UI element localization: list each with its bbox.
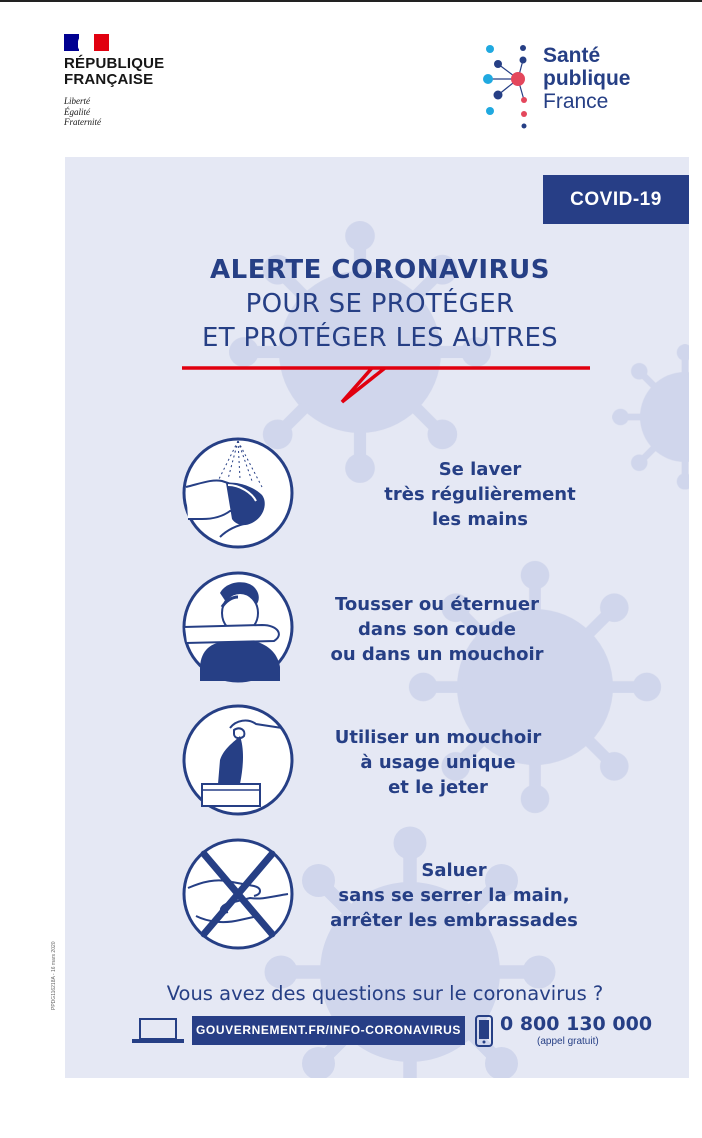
laptop-icon <box>130 1017 186 1045</box>
republic-name-line2: FRANÇAISE <box>64 71 154 88</box>
step2-line2: dans son coude <box>358 619 516 640</box>
step4-line2: sans se serrer la main, <box>338 885 570 906</box>
hand-washing-icon <box>182 437 294 549</box>
cough-into-elbow-icon <box>182 571 294 683</box>
step3-line1: Utiliser un mouchoir <box>334 727 542 748</box>
phone-icon <box>474 1015 494 1047</box>
questions-heading: Vous avez des questions sur le coronavirus ? <box>166 982 604 1005</box>
hotline-number[interactable]: 0 800 130 000 <box>500 1013 653 1035</box>
step-tissue-text <box>288 725 588 800</box>
agency-line1: Santé <box>543 44 601 67</box>
sante-publique-france-wordmark <box>543 44 631 113</box>
tissue-box-icon <box>182 704 294 816</box>
hotline-free-note: (appel gratuit) <box>537 1036 599 1047</box>
step-wash-hands-text <box>330 457 630 532</box>
sante-publique-france-molecule-icon <box>478 42 538 132</box>
step3-line2: à usage unique <box>360 752 516 773</box>
top-border <box>0 0 702 2</box>
step1-line1: Se laver <box>438 459 522 480</box>
step3-line3: et le jeter <box>388 777 488 798</box>
step4-line3: arrêter les embrassades <box>330 910 578 931</box>
government-info-link[interactable]: GOUVERNEMENT.FR/INFO-CORONAVIRUS <box>192 1016 465 1045</box>
republic-motto <box>64 96 101 128</box>
marianne-flag-icon <box>64 34 109 51</box>
agency-line2: publique <box>543 67 631 90</box>
motto-line2: Égalité <box>64 106 90 117</box>
page-title <box>120 253 640 355</box>
step4-line1: Saluer <box>421 860 487 881</box>
step1-line2: très régulièrement <box>384 484 576 505</box>
step-cough-elbow-text <box>287 592 587 667</box>
step2-line3: ou dans un mouchoir <box>330 644 544 665</box>
title-line3: ET PROTÉGER LES AUTRES <box>202 323 558 353</box>
republic-name-line1: RÉPUBLIQUE <box>64 55 165 72</box>
republic-name <box>64 56 164 88</box>
step1-line3: les mains <box>432 509 528 530</box>
step-no-handshake-text <box>304 858 604 933</box>
step2-line1: Tousser ou éternuer <box>335 594 539 615</box>
speech-bubble-underline-icon <box>180 362 600 404</box>
covid-badge: COVID-19 <box>543 175 689 224</box>
agency-line3: France <box>543 90 609 113</box>
motto-line1: Liberté <box>64 96 90 106</box>
title-line2: POUR SE PROTÉGER <box>245 289 515 319</box>
title-line1: ALERTE CORONAVIRUS <box>210 255 550 285</box>
no-handshake-icon <box>182 838 294 950</box>
motto-line3: Fraternité <box>64 117 101 127</box>
document-reference: PPDG116218A - 16 mars 2020 <box>51 941 57 1010</box>
